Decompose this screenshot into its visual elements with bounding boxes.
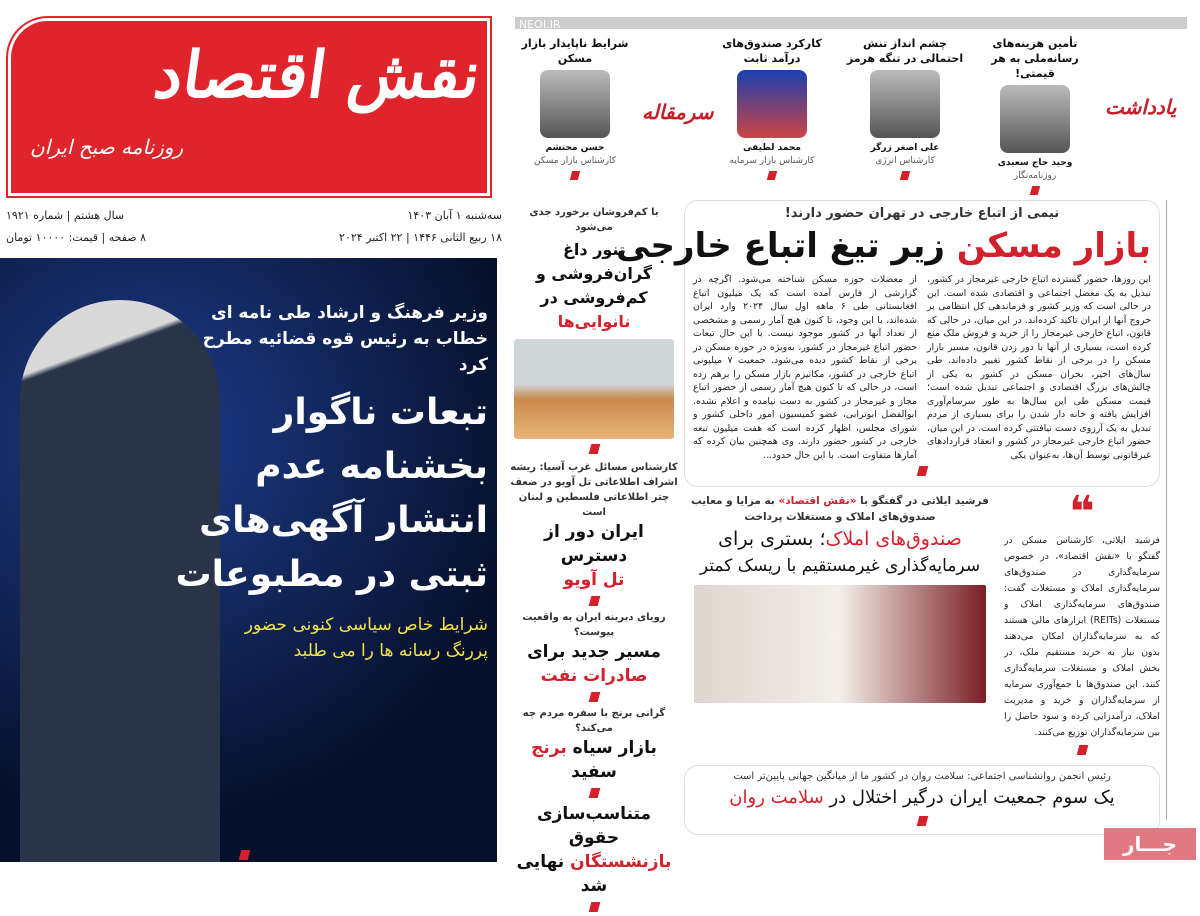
watermark-logo: جـــار (1104, 828, 1196, 860)
page-marker-icon (1076, 745, 1088, 755)
columnist-title: چشم انداز تنش احتمالی در تنگه هرمز (846, 37, 964, 65)
story-headline[interactable]: مسیر جدید برای صادرات نفت (527, 642, 661, 686)
quote-text: فرشید ایلاتی، کارشناس مسکن در گفتگو با «نقش اقتصاد»، در خصوص سرمایه‌گذاری در صندوق‌های سرمایه‌گذاری املاک و مستغلات گفت: صندوق‌های سرمایه‌گذاری املاک و مستغلات (REITs) ابزارهای مالی هستند که به سرمایه‌گذاران امکان می‌دهند بدون نیاز به خرید مستقیم ملک، در بخش املاک و مستغلات سرمایه‌گذاری کنند. این صندوق‌ها با جمع‌آوری سرمایه از سرمایه‌گذاران و خرید و مدیریت املاک، درآمدزایی کرده و سود حاصل را بین سرمایه‌گذاران توزیع می‌کنند. (1004, 535, 1160, 738)
columnist-role: کارشناس انرژی (875, 156, 935, 166)
story-kicker: رویای دیرینه ایران به واقعیت پیوست؟ (522, 612, 666, 638)
interview-row (684, 493, 1160, 759)
story-headline[interactable]: تنور داغ گران‌فروشی و کم‌فروشی در نانوایی‌ها (535, 240, 653, 331)
columnist-photo (540, 70, 610, 138)
section-note: یادداشت (1105, 95, 1177, 119)
page-marker-icon (767, 171, 777, 180)
lead-headline: بازار مسکن زیر تیغ اتباع خارجی (616, 226, 1151, 266)
date-persian: سه‌شنبه ۱ آبان ۱۴۰۳ (407, 209, 502, 222)
columnist-name: وحید حاج سعیدی (997, 158, 1073, 168)
columnist-name: علی اصغر زرگر (870, 143, 940, 153)
story-headline[interactable]: ایران دور از دسترس تل آویو (544, 522, 644, 590)
bottom-kicker: رئیس انجمن روانشناسی اجتماعی: سلامت روان در کشور ما از میانگین جهانی پایین‌تر است (733, 771, 1111, 782)
middle-column (510, 205, 678, 916)
page-marker-icon (588, 444, 600, 454)
page-marker-icon (588, 596, 600, 606)
story-headline[interactable]: متناسب‌سازی حقوق بازنشستگان نهایی شد (516, 804, 672, 896)
page-marker-icon (900, 171, 910, 180)
edge-divider (1166, 200, 1167, 820)
columnist-title: شرایط ناپایدار بازار مسکن (521, 37, 629, 65)
columnist-photo (870, 70, 940, 138)
hero-text (175, 300, 488, 664)
right-stack (616, 200, 1160, 835)
story-kicker: گرانی برنج با سفره مردم چه می‌کند؟ (522, 708, 666, 734)
columnist-name: حسن محتشم (545, 143, 605, 153)
columnist-title: تأمین هزینه‌های رسانه‌ملی به هر قیمتی! (991, 37, 1079, 80)
quote-column (1004, 493, 1160, 759)
hero-sub: شرایط خاص سیاسی کنونی حضور پررنگ رسانه ها را می طلبد (244, 615, 488, 661)
columnist-name: محمد لطیفی (743, 143, 801, 153)
page-marker-icon (570, 171, 580, 180)
story-kicker: کارشناس مسائل غرب آسیا: ریشه اشراف اطلاعاتی تل آویو در ضعف چتر اطلاعاتی فلسطین و لبنان است (510, 462, 678, 518)
columnist-card[interactable] (515, 36, 635, 183)
columnist-photo (1000, 85, 1070, 153)
interview-kicker: فرشید ایلاتی در گفتگو با «نقش اقتصاد» به مزایا و معایب صندوق‌های املاک و مستغلات پرداخت (691, 495, 989, 523)
newspaper-subtitle: روزنامه صبح ایران (30, 135, 184, 159)
site-url: NEOI.IR (519, 18, 561, 31)
story-headline[interactable]: بازار سیاه برنج سفید (531, 738, 657, 782)
page-marker-icon (588, 692, 600, 702)
page-marker-icon (916, 466, 928, 476)
columnist-role: روزنامه‌نگار (1013, 171, 1057, 181)
lead-kicker: نیمی از اتباع خارجی در تهران حضور دارند! (784, 206, 1060, 221)
hero-kicker: وزیر فرهنگ و ارشاد طی نامه ای خطاب به رئیس قوه قضائیه مطرح کرد (202, 303, 488, 375)
section-editorial: سرمقاله (642, 100, 714, 124)
columnist-title: کارکرد صندوق‌های درآمد ثابت (722, 37, 822, 65)
newspaper-logo: نقش اقتصاد (149, 38, 486, 113)
bottom-story[interactable] (684, 765, 1160, 835)
date-other: ۱۸ ربیع الثانی ۱۴۴۶ | ۲۲ اکتبر ۲۰۲۴ (339, 231, 502, 244)
columnist-card[interactable] (845, 36, 965, 183)
interview-photo (694, 585, 986, 703)
page-marker-icon (1030, 186, 1040, 195)
hero-headline: تبعات ناگوار بخشنامه عدم انتشار آگهی‌های ثبتی در مطبوعات (175, 392, 488, 595)
columnist-role: کارشناس بازار مسکن (533, 156, 617, 166)
bakery-photo (514, 339, 674, 439)
lead-body-right: این روزها، حضور گسترده اتباع خارجی غیرمجاز در کشور، تبدیل به یک معضل اجتماعی و اقتصادی شده است. این در حالی است که وزیر کشور و فرماندهی کل انتظامی بر خروج آنها از ایران تاکید کرده‌اند. در این میان، در حالی که قانون، اتباع خارجی غیرمجاز را از خرید و فروش ملک منع کرده است، بسیاری از آنها با دور زدن قانون، مسیر بازار مسکن را در برخی از نقاط کشور تغییر داده‌اند. طی سال‌های اخیر، بحران مسکن در کشور به یکی از چالش‌های بزرگ اقتصادی و اجتماعی تبدیل شده است؛ قیمت مسکن طی این سال‌ها به طور سرسام‌آوری افزایش یافته و خانه دار شدن را برای بسیاری از مردم تبدیل به یک آرزوی دست نیافتنی کرده است. در این میان، حضور اتباع خارجی غیرمجاز در کشور و انعقاد قراردادهای غیرقانونی توسط آن‌ها، به‌عنوان یکی (927, 274, 1151, 461)
page-marker-icon (588, 902, 600, 912)
page-marker-icon (916, 816, 928, 826)
story-kicker: با کم‌فروشان برخورد جدی می‌شود (529, 207, 659, 233)
pages-price: ۸ صفحه | قیمت: ۱۰۰۰۰ تومان (6, 231, 147, 244)
quote-icon: ❝ (1069, 493, 1095, 533)
lead-story[interactable] (616, 200, 1160, 487)
interview-headline-2: سرمایه‌گذاری غیرمستقیم با ریسک کمتر (699, 556, 981, 576)
top-strip (515, 17, 1187, 29)
year-issue: سال هشتم | شماره ۱۹۲۱ (6, 209, 125, 222)
columnist-role: کارشناس بازار سرمایه (729, 156, 815, 166)
lead-body-left: از معضلات حوزه مسکن شناخته می‌شود. اگرچه در گزارشی از فارس آمده است که یک میلیون اتباع افغانستانی طی ۶ ماهه اول سال ۲۰۲۴ وارد ایران شده‌اند، با این وجود، تا کنون هیچ آمار رسمی و مشخصی از تعداد آنها در کشور موجود نیست. با این حال تبعات حضور اتباع غیرمجاز در کشور، به‌ویژه در حوزه مسکن در برخی از نقاط کشور دیده می‌شود. جمعیت ۷ میلیونی اتباع خارجی در کشور، مکانیزم بازار مسکن را برهم زده است، در حالی که تا کنون هیچ آمار رسمی از حضور اتباع مجاز و غیرمجاز در کشور به دست نیامده و اعلام نشده. ابوالفضل ابوترابی، عضو کمیسیون امور داخلی کشور و شورای مجلس، اظهار کرده است که هفت میلیون تبعه خارجی در کشور حضور دارند. وی همچنین بیان کرده که آمارها متفاوت است. با این حال حدود... (693, 274, 917, 461)
columnist-card[interactable] (975, 36, 1095, 198)
columnist-photo (737, 70, 807, 138)
interview-story[interactable] (684, 493, 996, 759)
page-marker-icon (588, 788, 600, 798)
columnist-card[interactable] (712, 36, 832, 183)
interview-headline: صندوق‌های املاک؛ بستری برای (718, 528, 962, 550)
bottom-headline: یک سوم جمعیت ایران درگیر اختلال در سلامت روان (729, 787, 1115, 808)
